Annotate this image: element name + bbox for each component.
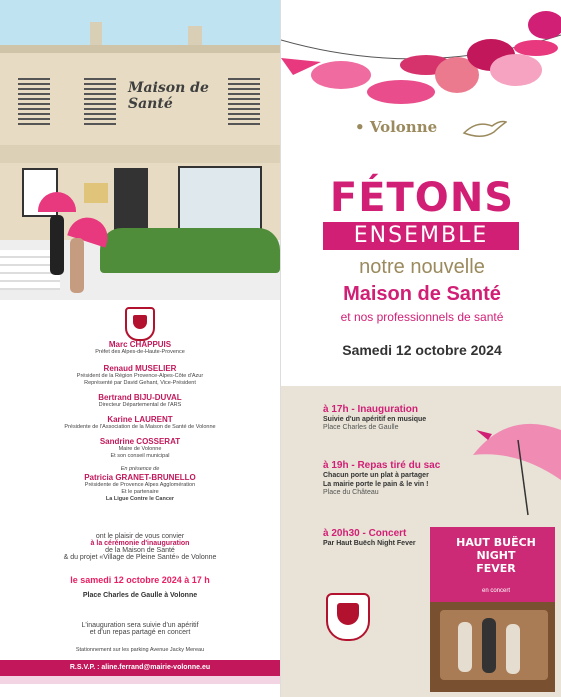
- schedule-time: à 20h30 - Concert: [323, 528, 407, 539]
- event-date: le samedi 12 octobre 2024 à 17 h: [70, 575, 210, 585]
- schedule-desc: Chacun porte un plat à partager: [323, 472, 429, 479]
- invitee-role: Présidente de l'Association de la Maison de Santé de Volonne: [64, 424, 216, 430]
- invitee-extra: Et son conseil municipal: [110, 453, 170, 459]
- window-shutter: [228, 78, 260, 128]
- invite-line: & du projet «Village de Pleine Santé» de Volonne: [63, 554, 217, 561]
- roof-line: [0, 45, 280, 53]
- chimney: [90, 22, 102, 45]
- followup-text: [20, 622, 260, 636]
- subtitle-line-2: Maison de Santé: [343, 283, 501, 305]
- followup-line: L'inauguration sera suivie d'un apéritif: [81, 622, 199, 629]
- sky: [0, 0, 280, 45]
- door: [114, 168, 148, 236]
- floor-band: [0, 145, 280, 163]
- event-date-right: Samedi 12 octobre 2024: [342, 342, 502, 358]
- invitee-role: Maire de Volonne: [118, 446, 162, 452]
- subtitle-line-3: et nos professionnels de santé: [340, 310, 504, 324]
- chimney: [188, 26, 202, 45]
- invitee-name: Renaud MUSELIER: [103, 364, 177, 373]
- invitees-list: [55, 340, 225, 503]
- invite-line: de la Maison de Santé: [105, 547, 175, 554]
- invitee-extra: Représenté par David Gehant, Vice-Président: [84, 380, 196, 386]
- coat-of-arms-icon: [125, 307, 155, 341]
- person-figure: [70, 238, 84, 293]
- concert-flyer-sub: en concert: [481, 588, 511, 594]
- plaques: [84, 183, 108, 203]
- presence-label: En présence de: [120, 466, 160, 472]
- title-ensemble: ENSEMBLE: [323, 222, 519, 250]
- band-member: [506, 624, 520, 674]
- town-logo: [355, 118, 437, 136]
- partner-name: La Ligue Contre le Cancer: [105, 496, 175, 502]
- band-member: [482, 618, 496, 673]
- town-logo-dot: •: [355, 118, 370, 136]
- invitee-name: Karine LAURENT: [107, 415, 173, 424]
- town-name: Volonne: [369, 118, 438, 136]
- umbrella-icon: [528, 11, 561, 39]
- invite-text: [40, 533, 240, 561]
- schedule-item: [323, 528, 443, 548]
- bushes: [100, 228, 280, 273]
- footer-band: [0, 676, 280, 684]
- title-fetons: FÉTONS: [329, 175, 515, 221]
- umbrella-icon: [367, 80, 435, 104]
- parking-note: Stationnement sur les parking Avenue Jacky Mereau: [75, 647, 205, 653]
- subtitle-line-1: notre nouvelle: [359, 256, 485, 278]
- invite-line: à la cérémonie d'inauguration: [90, 540, 190, 547]
- invitee-name: Bertrand BIJU-DUVAL: [98, 393, 182, 402]
- invite-line: ont le plaisir de vous convier: [95, 533, 185, 540]
- partner-label: Et le partenaire: [121, 489, 159, 495]
- schedule-place: Place Charles de Gaulle: [323, 424, 399, 431]
- coat-of-arms-icon: [326, 593, 370, 641]
- window-shutter: [84, 78, 116, 128]
- schedule-desc: Par Haut Buëch Night Fever: [323, 540, 416, 547]
- invitee-role: Président de la Région Provence-Alpes-Côte d'Azur: [76, 373, 204, 379]
- person-figure: [50, 215, 64, 275]
- umbrella-illustration: [468, 410, 561, 520]
- rsvp-bar: R.S.V.P. : aline.ferrand@mairie-volonne.eu: [0, 660, 280, 676]
- band-member: [458, 622, 472, 672]
- event-place: Place Charles de Gaulle à Volonne: [82, 592, 198, 599]
- schedule-time: à 19h - Repas tiré du sac: [323, 460, 441, 471]
- schedule-desc: Suivie d'un apéritif en musique: [323, 416, 427, 423]
- invitee-role: Directeur Départemental de l'ARS: [98, 402, 182, 408]
- invitee-role: Préfet des Alpes-de-Haute-Provence: [95, 349, 185, 355]
- maison-de-sante-sign: Maison de Santé: [128, 80, 209, 112]
- dove-icon: [462, 118, 507, 140]
- umbrella-garland: [281, 0, 561, 110]
- schedule-time: à 17h - Inauguration: [323, 404, 419, 415]
- concert-flyer-title: HAUT BUËCH NIGHT FEVER: [456, 536, 536, 575]
- umbrella-icon: [514, 40, 558, 56]
- window-shutter: [18, 78, 50, 128]
- schedule-place: Place du Château: [323, 489, 379, 496]
- invitee-name: Marc CHAPPUIS: [108, 340, 172, 349]
- presence-name: Patricia GRANET-BRUNELLO: [84, 473, 196, 482]
- followup-line: et d'un repas partagé en concert: [89, 629, 191, 636]
- umbrella-icon: [311, 61, 371, 89]
- invitee-name: Sandrine COSSERAT: [99, 437, 181, 446]
- presence-role: Présidente de Provence Alpes Agglomération: [84, 482, 196, 488]
- invitation-left-panel: [0, 0, 280, 697]
- schedule-desc: La mairie porte le pain & le vin !: [323, 481, 429, 488]
- umbrella-icon: [490, 54, 542, 86]
